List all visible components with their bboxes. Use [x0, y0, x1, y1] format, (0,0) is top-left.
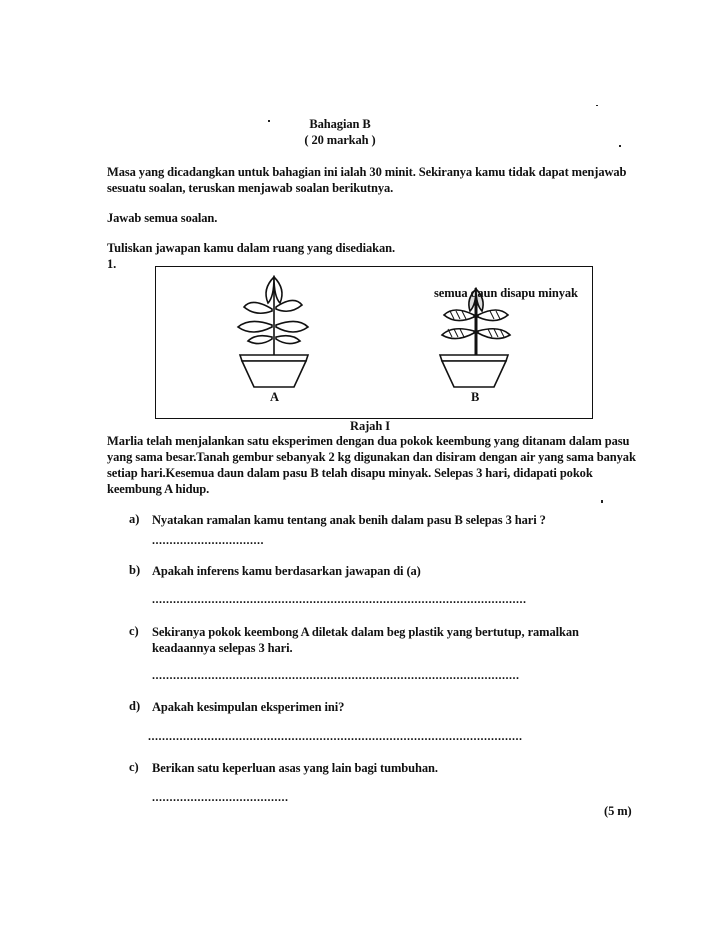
question-passage: Marlia telah menjalankan satu eksperimen dengan dua pokok keembung yang ditanam dalam pasu yang sama besar.Tanah gembur sebanyak 2 kg digunakan dan disiram dengan air yang sama banyak setiap hari.Kesemua daun dalam pasu B telah disapu minyak. Selepas 3 hari, didapati pokok keembung A hidup. [107, 434, 636, 496]
scan-speck [601, 500, 603, 503]
part-b-answer-line[interactable]: ........................................................................................................... [152, 592, 527, 606]
figure-box [155, 266, 593, 419]
answer-all-instruction: Jawab semua soalan. [107, 211, 218, 225]
total-marks: (5 m) [604, 804, 632, 818]
figure-annotation: semua daun disapu minyak [434, 286, 578, 300]
part-b-question: Apakah inferens kamu berdasarkan jawapan di (a) [152, 564, 421, 578]
part-a-answer-line[interactable]: ................................ [152, 533, 264, 547]
part-e-label: c) [129, 760, 139, 774]
part-b-label: b) [129, 563, 141, 577]
part-c-answer-line[interactable]: ......................................................................................................... [152, 668, 520, 682]
part-a-label: a) [129, 512, 140, 526]
figure-label-a: A [270, 390, 279, 404]
part-d-label: d) [129, 699, 141, 713]
plant-b-icon [440, 289, 510, 387]
question-number: 1. [107, 257, 117, 271]
plant-a-icon [238, 277, 308, 387]
time-instruction: Masa yang dicadangkan untuk bahagian ini ialah 30 minit. Sekiranya kamu tidak dapat menjawab sesuatu soalan, teruskan menjawab soalan berikutnya. [107, 165, 627, 195]
scan-speck [619, 145, 621, 147]
part-e-question: Berikan satu keperluan asas yang lain bagi tumbuhan. [152, 761, 438, 775]
part-c-question: Sekiranya pokok keembong A diletak dalam beg plastik yang bertutup, ramalkan keadaannya selepas 3 hari. [152, 625, 579, 655]
section-marks: ( 20 markah ) [304, 133, 376, 147]
scan-speck [596, 105, 598, 106]
scan-speck [268, 120, 270, 122]
part-d-question: Apakah kesimpulan eksperimen ini? [152, 700, 345, 714]
part-a-question: Nyatakan ramalan kamu tentang anak benih dalam pasu B selepas 3 hari ? [152, 513, 546, 527]
part-c-label: c) [129, 624, 139, 638]
figure-label-b: B [471, 390, 480, 404]
write-space-instruction: Tuliskan jawapan kamu dalam ruang yang disediakan. [107, 241, 396, 255]
figure-caption: Rajah I [350, 419, 390, 433]
part-d-answer-line[interactable]: ........................................................................................................... [148, 729, 523, 743]
part-e-answer-line[interactable]: ....................................... [152, 790, 289, 804]
section-title: Bahagian B [309, 117, 371, 131]
